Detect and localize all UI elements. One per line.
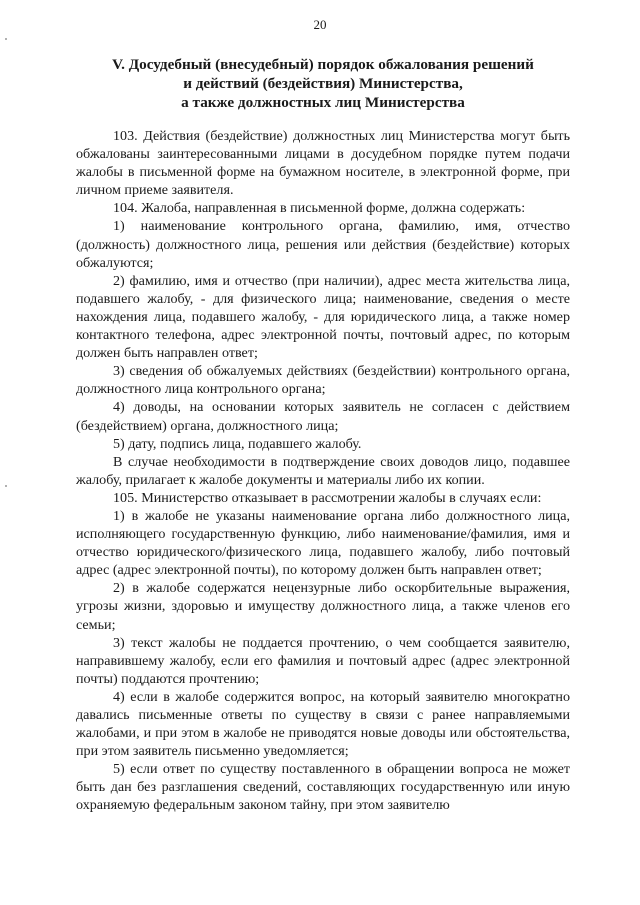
section-heading-line: а также должностных лиц Министерства xyxy=(181,94,465,111)
paragraph: 2) в жалобе содержатся нецензурные либо оскорбительные выражения, угрозы жизни, здоровью и имуществу должностного лица, а также членов его семьи; xyxy=(76,580,570,633)
scan-speck xyxy=(5,485,7,487)
paragraph: 2) фамилию, имя и отчество (при наличии), адрес места жительства лица, подавшего жалобу, - для физического лица; наименование, сведения о месте нахождения лица, подавшего жалобу, - для юридического лица, а также номер контактного телефона, адрес электронной почты, почтовый адрес, по которым должен быть направлен ответ; xyxy=(76,272,570,362)
paragraph: В случае необходимости в подтверждение своих доводов лицо, подавшее жалобу, прилагает к жалобе документы и материалы либо их копии. xyxy=(76,453,570,488)
scan-speck xyxy=(5,38,7,40)
paragraph: 3) сведения об обжалуемых действиях (бездействии) контрольного органа, должностного лица контрольного органа; xyxy=(76,363,570,398)
paragraph: 5) дату, подпись лица, подавшего жалобу. xyxy=(113,435,362,452)
section-heading-line: и действий (бездействия) Министерства, xyxy=(183,75,463,92)
paragraph: 5) если ответ по существу поставленного в обращении вопроса не может быть дан без разглашения сведений, составляющих государственную или иную охраняемую федеральным законом тайну, при этом заявителю xyxy=(76,761,570,814)
paragraph: 104. Жалоба, направленная в письменной форме, должна содержать: xyxy=(113,200,526,217)
paragraph: 4) доводы, на основании которых заявитель не согласен с действием (бездействием) органа, должностного лица; xyxy=(76,399,570,434)
section-heading xyxy=(76,55,570,112)
document-body xyxy=(76,127,570,815)
page-number: 20 xyxy=(313,17,327,32)
paragraph: 103. Действия (бездействие) должностных лиц Министерства могут быть обжалованы заинтересованными лицами в досудебном порядке путем подачи жалобы в письменной форме на бумажном носителе, в электронной форме, при личном приеме заявителя. xyxy=(76,128,570,199)
paragraph: 1) наименование контрольного органа, фамилию, имя, отчество (должность) должностного лица, решения или действия (бездействие) которых обжалуются; xyxy=(76,218,570,271)
paragraph: 105. Министерство отказывает в рассмотрении жалобы в случаях если: xyxy=(113,489,542,506)
paragraph: 3) текст жалобы не поддается прочтению, о чем сообщается заявителю, направившему жалобу, если его фамилия и почтовый адрес (адрес электронной почты) поддаются прочтению; xyxy=(76,634,570,687)
section-heading-line: V. Досудебный (внесудебный) порядок обжалования решений xyxy=(112,56,534,73)
paragraph: 4) если в жалобе содержится вопрос, на который заявителю многократно давались письменные ответы по существу в связи с ранее направляемыми жалобами, и при этом в жалобе не приводятся новые доводы или обстоятельства, при этом заявитель письменно уведомляется; xyxy=(76,688,570,760)
paragraph: 1) в жалобе не указаны наименование органа либо должностного лица, исполняющего государственную функцию, либо наименование/фамилия, имя и отчество юридического/физического лица, подавшего жалобу, либо почтовый адрес (адрес электронной почты), по которому должен быть направлен ответ; xyxy=(76,507,570,579)
